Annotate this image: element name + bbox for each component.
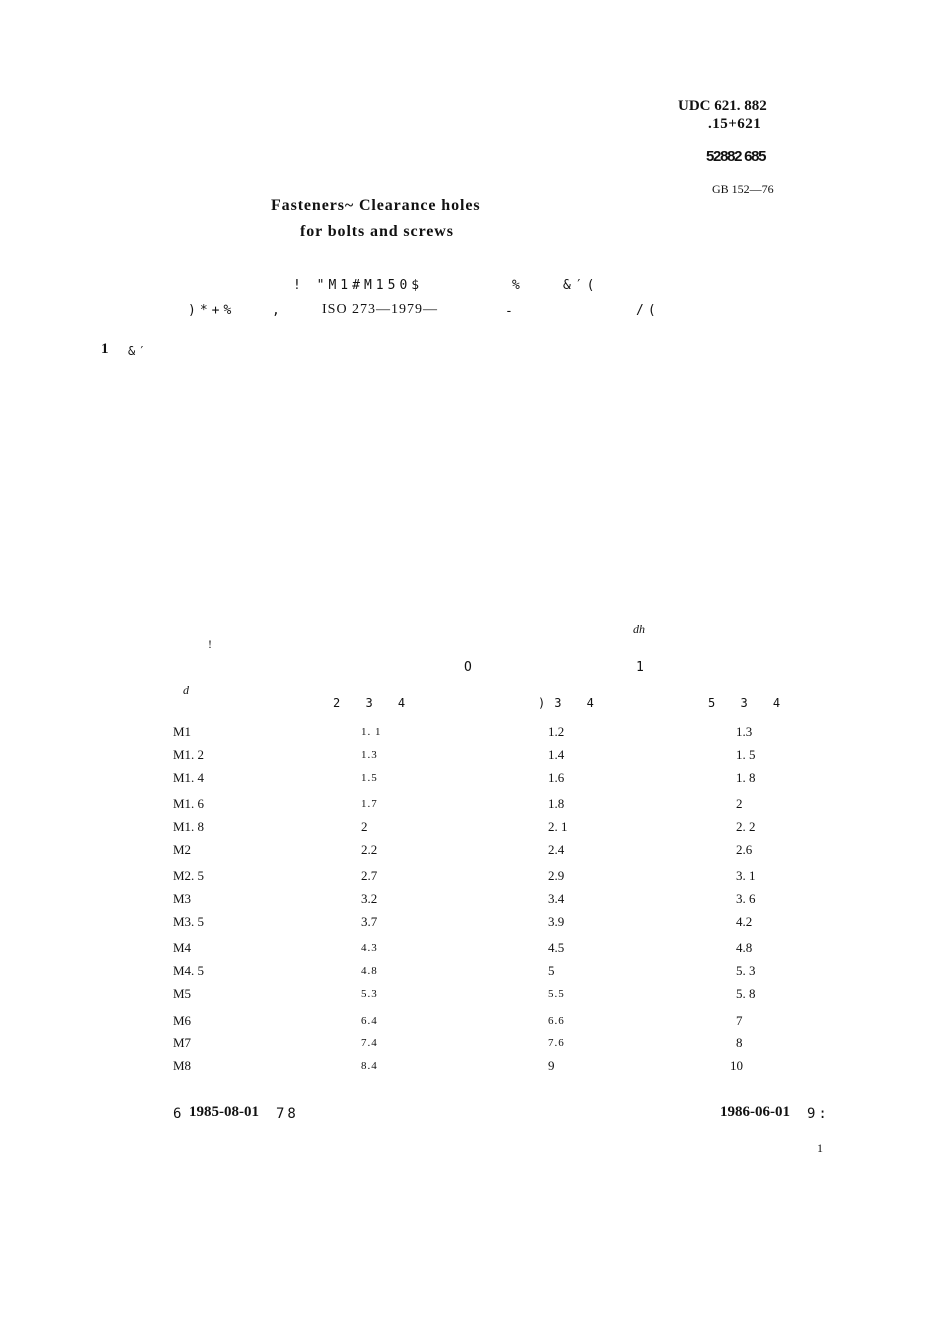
row-fine: 8.4 xyxy=(361,1060,378,1072)
row-size: M4 xyxy=(173,940,192,955)
row-coarse: 3. 6 xyxy=(736,891,756,906)
row-coarse: 8 xyxy=(736,1035,743,1050)
row-size: M8 xyxy=(173,1058,192,1073)
intro-line2-b: , xyxy=(272,303,284,318)
row-fine: 2.2 xyxy=(361,842,378,857)
row-fine: 3.2 xyxy=(361,891,378,906)
row-medium: 2.9 xyxy=(548,868,565,883)
row-coarse: 2.6 xyxy=(736,842,753,857)
row-medium: 7.6 xyxy=(548,1037,565,1049)
row-fine: 2 xyxy=(361,819,368,834)
column-header-coarse: 5 3 4 xyxy=(708,696,790,710)
row-medium: 1.2 xyxy=(548,724,565,739)
issued-prefix: 6 xyxy=(173,1106,185,1122)
intro-line2-d: - xyxy=(505,304,517,319)
row-coarse: 2 xyxy=(736,796,743,811)
row-fine: 1. 1 xyxy=(361,726,382,738)
replaces-standard: GB 152—76 xyxy=(712,182,774,196)
row-size: M5 xyxy=(173,986,192,1001)
row-coarse: 3. 1 xyxy=(736,868,756,883)
row-size: M3 xyxy=(173,891,192,906)
english-title-line1: Fasteners~ Clearance holes xyxy=(271,197,481,214)
row-fine: 1.3 xyxy=(361,749,378,761)
udc-code-line2: .15+621 xyxy=(708,116,762,132)
row-fine: 7.4 xyxy=(361,1037,378,1049)
row-coarse: 4.8 xyxy=(736,940,753,955)
row-coarse: 7 xyxy=(736,1013,743,1028)
row-coarse: 1. 8 xyxy=(736,770,756,785)
column-header-medium: )3 4 xyxy=(538,696,603,710)
intro-line1-c: &′( xyxy=(563,278,599,293)
row-size: M3. 5 xyxy=(173,914,205,929)
table-note-mark: ! xyxy=(208,637,212,651)
row-size: M6 xyxy=(173,1013,192,1028)
row-medium: 5 xyxy=(548,963,555,978)
row-medium: 1.4 xyxy=(548,747,565,762)
row-size: M1. 6 xyxy=(173,796,205,811)
row-coarse: 4.2 xyxy=(736,914,753,929)
column-header-fine: 2 3 4 xyxy=(333,696,415,710)
row-size: M4. 5 xyxy=(173,963,205,978)
intro-line2-e: /( xyxy=(636,303,660,318)
issued-suffix: 78 xyxy=(276,1106,299,1122)
row-fine: 3.7 xyxy=(361,914,378,929)
row-coarse: 5. 3 xyxy=(736,963,756,978)
row-medium: 6.6 xyxy=(548,1015,565,1027)
row-size: M7 xyxy=(173,1035,192,1050)
section-number: 1 xyxy=(101,341,109,357)
row-fine: 4.3 xyxy=(361,942,378,954)
row-medium: 2.4 xyxy=(548,842,565,857)
section-heading: &′ xyxy=(128,344,149,358)
intro-line2-a: )*+% xyxy=(188,303,236,318)
row-size: M1. 2 xyxy=(173,747,205,762)
row-medium: 2. 1 xyxy=(548,819,568,834)
udc-code-line1: UDC 621. 882 xyxy=(678,98,767,114)
row-size: M1. 4 xyxy=(173,770,205,785)
intro-line1-b: % xyxy=(512,278,524,293)
row-size: M2 xyxy=(173,842,192,857)
row-medium: 4.5 xyxy=(548,940,565,955)
row-fine: 2.7 xyxy=(361,868,378,883)
intro-line1-a: ! "M1#M150$ xyxy=(293,278,424,293)
row-medium: 3.4 xyxy=(548,891,565,906)
row-coarse: 1. 5 xyxy=(736,747,756,762)
effective-date: 1986-06-01 xyxy=(720,1104,790,1120)
english-title-line2: for bolts and screws xyxy=(300,223,454,240)
row-coarse: 2. 2 xyxy=(736,819,756,834)
iso-reference: ISO 273—1979— xyxy=(322,302,439,317)
issued-date: 1985-08-01 xyxy=(189,1104,259,1120)
row-medium: 1.8 xyxy=(548,796,565,811)
dh-label: dh xyxy=(633,622,645,636)
row-medium: 9 xyxy=(548,1058,555,1073)
effective-suffix: 9: xyxy=(807,1106,830,1122)
row-fine: 4.8 xyxy=(361,965,378,977)
row-size: M2. 5 xyxy=(173,868,205,883)
table-group-1: 1 xyxy=(636,660,648,675)
page-number: 1 xyxy=(817,1141,823,1155)
row-coarse: 10 xyxy=(730,1058,743,1073)
row-coarse: 1.3 xyxy=(736,724,753,739)
table-group-o: O xyxy=(464,660,476,675)
row-size: M1. 8 xyxy=(173,819,205,834)
row-fine: 5.3 xyxy=(361,988,378,1000)
row-coarse: 5. 8 xyxy=(736,986,756,1001)
row-fine: 1.7 xyxy=(361,798,378,810)
thread-diameter-symbol: d xyxy=(183,683,189,697)
row-medium: 5.5 xyxy=(548,988,565,1000)
row-size: M1 xyxy=(173,724,192,739)
row-fine: 6.4 xyxy=(361,1015,378,1027)
row-medium: 3.9 xyxy=(548,914,565,929)
row-fine: 1.5 xyxy=(361,772,378,784)
row-medium: 1.6 xyxy=(548,770,565,785)
standard-number: 52882 685 xyxy=(706,148,766,165)
